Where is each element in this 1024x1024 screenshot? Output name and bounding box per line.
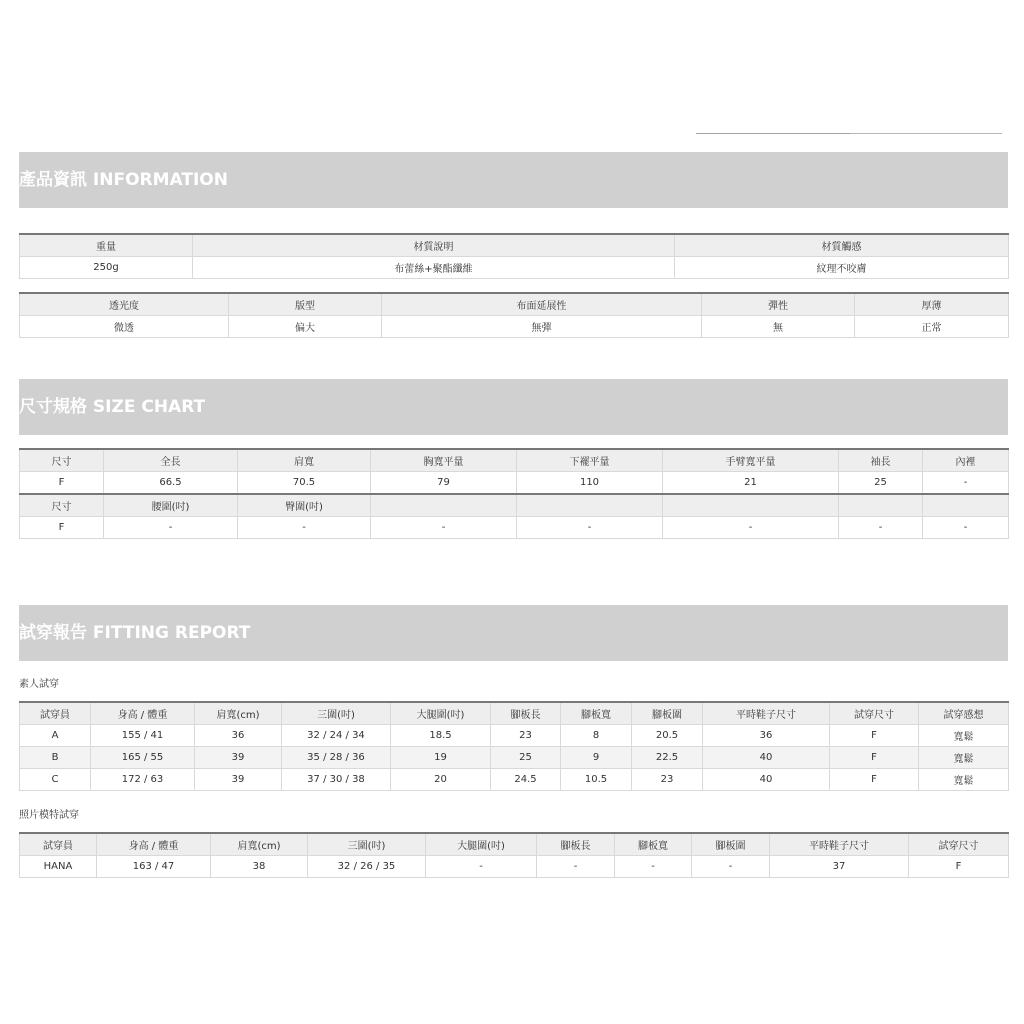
table-header-cell: 三圍(吋) [308,833,426,856]
table-row [20,769,1009,791]
table-header-cell: 下襬平量 [517,449,663,472]
table-cell: 110 [517,472,663,495]
table-row [20,472,1009,495]
table-row [20,747,1009,769]
table-header-cell: 腳板長 [491,702,561,725]
table-header-row [20,449,1009,472]
table-cell: 165 / 55 [91,747,195,769]
table-cell: 25 [491,747,561,769]
table-header-cell: 全長 [104,449,238,472]
table-header-cell: 厚薄 [855,293,1009,316]
table-cell: 79 [371,472,517,495]
table-cell: 無彈 [382,316,702,338]
table-cell: 紋理不咬膚 [675,257,1009,279]
table-cell: - [839,517,923,539]
table-header-cell: 版型 [229,293,382,316]
table-cell: 35 / 28 / 36 [282,747,391,769]
table-cell: - [104,517,238,539]
table-cell: 38 [211,856,308,878]
table-header-cell: 身高 / 體重 [97,833,211,856]
table-cell: - [663,517,839,539]
table-header-cell: 肩寬 [238,449,371,472]
table-header-cell: 身高 / 體重 [91,702,195,725]
table-cell: F [909,856,1009,878]
table-cell: 正常 [855,316,1009,338]
table-header-row [20,494,1009,517]
table-cell: B [20,747,91,769]
table-header-cell: 彈性 [702,293,855,316]
table-cell: - [615,856,692,878]
table-row [20,316,1009,338]
table-cell: - [923,472,1009,495]
table-cell: 40 [703,769,830,791]
table-header-cell [663,494,839,517]
table-header-cell: 肩寬(cm) [195,702,282,725]
table-cell: 163 / 47 [97,856,211,878]
table-header-cell [371,494,517,517]
table-header-cell: 腳板長 [537,833,615,856]
table-cell: 155 / 41 [91,725,195,747]
table-cell: 微透 [20,316,229,338]
table-cell: - [371,517,517,539]
table-header-cell: 大腿圍(吋) [391,702,491,725]
table-cell: 18.5 [391,725,491,747]
size-chart-header: 尺寸規格 SIZE CHART [19,379,1008,435]
table-cell: - [537,856,615,878]
table-cell: 9 [561,747,632,769]
table-cell: F [830,725,919,747]
table-header-row [20,702,1009,725]
table-header-cell: 大腿圍(吋) [426,833,537,856]
table-cell: 39 [195,769,282,791]
table-header-cell: 腳板圍 [692,833,770,856]
table-cell: 10.5 [561,769,632,791]
table-header-cell: 材質觸感 [675,234,1009,257]
information-table-1 [19,233,1009,279]
table-cell: - [517,517,663,539]
table-row [20,725,1009,747]
table-row [20,257,1009,279]
table-header-cell: 腰圍(吋) [104,494,238,517]
table-header-cell: 布面延展性 [382,293,702,316]
table-header-cell [839,494,923,517]
table-cell: 20.5 [632,725,703,747]
table-cell: - [426,856,537,878]
model-fitting-table [19,832,1009,878]
table-cell: 25 [839,472,923,495]
information-table-2 [19,292,1009,338]
table-cell: - [923,517,1009,539]
table-cell: 21 [663,472,839,495]
table-cell: 寬鬆 [919,769,1009,791]
table-cell: 偏大 [229,316,382,338]
table-header-cell: 內裡 [923,449,1009,472]
table-cell: 無 [702,316,855,338]
table-cell: 39 [195,747,282,769]
table-cell: 布蕾絲+聚酯纖維 [193,257,675,279]
table-cell: 36 [703,725,830,747]
table-header-cell: 腳板寬 [615,833,692,856]
table-header-cell: 重量 [20,234,193,257]
decorative-line-blue [696,133,850,134]
table-header-cell: 平時鞋子尺寸 [703,702,830,725]
table-cell: F [20,472,104,495]
table-cell: 8 [561,725,632,747]
table-header-cell: 腳板圍 [632,702,703,725]
table-cell: 20 [391,769,491,791]
table-header-row [20,234,1009,257]
table-header-cell: 材質說明 [193,234,675,257]
table-row [20,856,1009,878]
table-header-cell: 胸寬平量 [371,449,517,472]
table-cell: - [692,856,770,878]
table-header-cell: 試穿員 [20,702,91,725]
table-header-cell [923,494,1009,517]
table-header-cell: 袖長 [839,449,923,472]
table-cell: 66.5 [104,472,238,495]
table-cell: 70.5 [238,472,371,495]
table-cell: 19 [391,747,491,769]
table-cell: - [238,517,371,539]
table-header-cell: 肩寬(cm) [211,833,308,856]
table-cell: 24.5 [491,769,561,791]
fitting-report-header: 試穿報告 FITTING REPORT [19,605,1008,661]
table-header-cell: 臀圍(吋) [238,494,371,517]
table-cell: C [20,769,91,791]
table-cell: 22.5 [632,747,703,769]
table-header-cell: 試穿感想 [919,702,1009,725]
table-header-cell: 試穿尺寸 [909,833,1009,856]
table-cell: 250g [20,257,193,279]
decorative-line-red [850,133,1002,134]
table-cell: 23 [491,725,561,747]
model-fitting-label: 照片模特試穿 [19,810,79,821]
table-cell: 172 / 63 [91,769,195,791]
table-cell: 37 / 30 / 38 [282,769,391,791]
table-cell: F [830,747,919,769]
table-header-cell: 尺寸 [20,494,104,517]
table-header-row [20,293,1009,316]
table-cell: 寬鬆 [919,725,1009,747]
table-header-cell: 尺寸 [20,449,104,472]
table-cell: HANA [20,856,97,878]
table-header-cell: 手臂寬平量 [663,449,839,472]
table-cell: A [20,725,91,747]
table-cell: 40 [703,747,830,769]
table-cell: 23 [632,769,703,791]
table-header-row [20,833,1009,856]
table-row [20,517,1009,539]
table-cell: F [20,517,104,539]
table-header-cell: 三圍(吋) [282,702,391,725]
table-header-cell: 試穿員 [20,833,97,856]
table-cell: 32 / 24 / 34 [282,725,391,747]
table-header-cell: 平時鞋子尺寸 [770,833,909,856]
table-header-cell: 透光度 [20,293,229,316]
size-chart-table [19,448,1009,539]
table-cell: 37 [770,856,909,878]
table-cell: F [830,769,919,791]
table-header-cell: 試穿尺寸 [830,702,919,725]
information-header: 產品資訊 INFORMATION [19,152,1008,208]
table-header-cell [517,494,663,517]
table-cell: 32 / 26 / 35 [308,856,426,878]
table-cell: 36 [195,725,282,747]
table-header-cell: 腳板寬 [561,702,632,725]
amateur-fitting-table [19,701,1009,791]
table-cell: 寬鬆 [919,747,1009,769]
amateur-fitting-label: 素人試穿 [19,679,59,690]
